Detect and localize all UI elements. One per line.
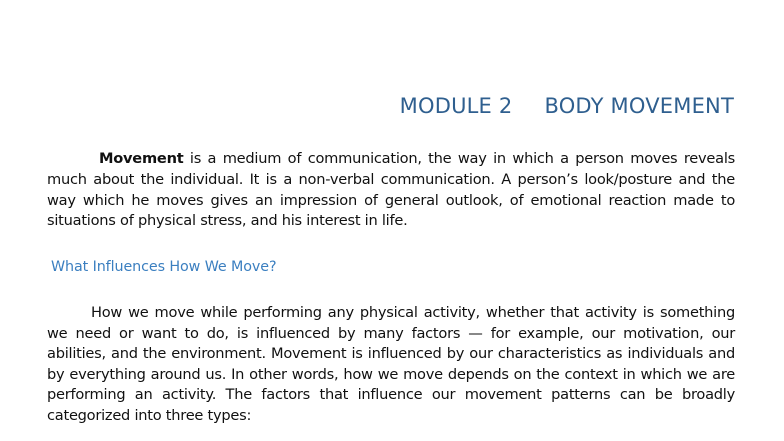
intro-term: Movement bbox=[99, 150, 184, 167]
module-number: MODULE 2 bbox=[399, 94, 513, 118]
section-text: How we move while performing any physical activity, whether that activity is something we need or want to do, is influenced by many factors — for example, our motivation, our abilities, and the environment. Movement is influenced by our characteristics as individuals and by everything around us. In other words, how we move depends on the context in which we are performing an activity. The factors that influence our movement patterns can be broadly categorized into three types: bbox=[47, 304, 735, 424]
section-heading: What Influences How We Move? bbox=[51, 259, 277, 275]
intro-paragraph bbox=[47, 149, 735, 232]
intro-text: is a medium of communication, the way in which a person moves reveals much about the individual. It is a non-verbal communication. A person’s look/posture and the way which he moves gives an impression of general outlook, of emotional reaction made to situations of physical stress, and his interest in life. bbox=[47, 150, 735, 230]
module-title bbox=[400, 94, 734, 118]
section-paragraph bbox=[47, 303, 735, 427]
module-name: BODY MOVEMENT bbox=[544, 94, 734, 118]
